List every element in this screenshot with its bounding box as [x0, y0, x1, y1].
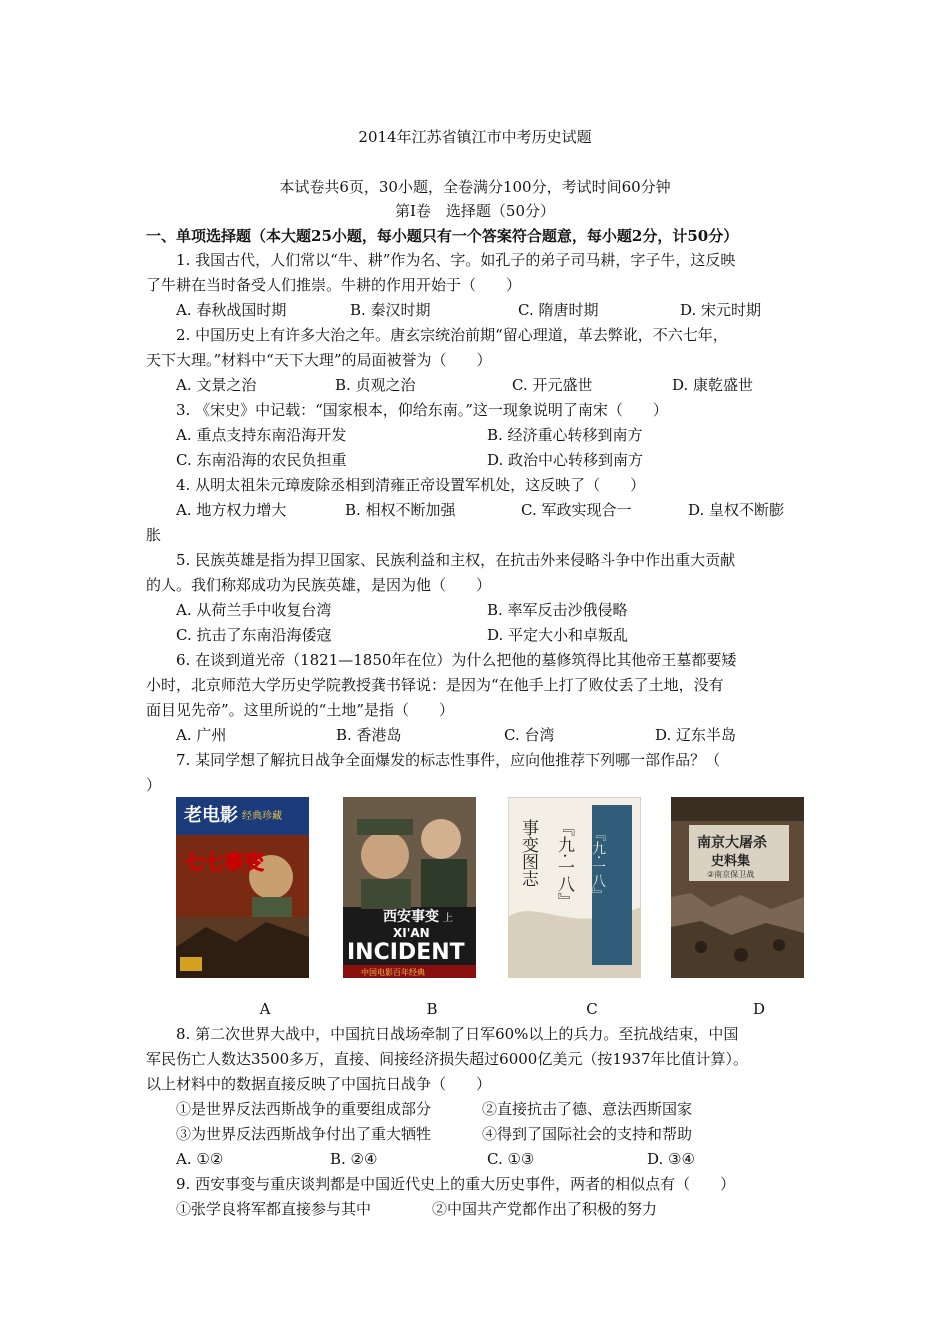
q8-statement-1: ①是世界反法西斯战争的重要组成部分	[176, 1100, 432, 1118]
q4-option-c: C. 军政实现合一	[521, 501, 632, 519]
q8-stem-2: 军民伤亡人数达3500多万，直接、间接经济损失超过6000亿美元（按1937年比值计算）。	[146, 1050, 749, 1068]
cover-label-b: B	[426, 1000, 438, 1018]
q4-stem-1: 4. 从明太祖朱元璋废除丞相到清雍正帝设置军机处，这反映了（ ）	[176, 476, 646, 494]
q2-stem-1: 2. 中国历史上有许多大治之年。唐玄宗统治前期“留心理道，革去弊讹，不六七年，	[176, 326, 728, 344]
cover-d-t2: 史料集	[711, 854, 751, 869]
q2-option-b: B. 贞观之治	[335, 376, 416, 394]
q9-stem-1: 9. 西安事变与重庆谈判都是中国近代史上的重大历史事件，两者的相似点有（ ）	[176, 1175, 736, 1193]
cover-b-foot: 中国电影百年经典	[361, 968, 425, 977]
q5-option-b: B. 率军反击沙俄侵略	[487, 601, 628, 619]
cover-d-t3: ②南京保卫战	[707, 870, 755, 879]
q4-option-a: A. 地方权力增大	[176, 501, 287, 519]
cover-c-brush-text: 『九·一八』	[590, 827, 606, 902]
q3-option-d: D. 政治中心转移到南方	[487, 451, 644, 469]
q5-stem-1: 5. 民族英雄是指为捍卫国家、民族利益和主权，在抗击外来侵略斗争中作出重大贡献	[176, 551, 736, 569]
cover-label-c: C	[586, 1000, 598, 1018]
q9-statement-1: ①张学良将军都直接参与其中	[176, 1200, 372, 1218]
q7-stem-1: 7. 某同学想了解抗日战争全面爆发的标志性事件，应向他推荐下列哪一部作品？（	[176, 751, 721, 769]
cover-a-sub: 经典珍藏	[242, 811, 282, 822]
q8-option-d: D. ③④	[647, 1150, 695, 1168]
q5-option-d: D. 平定大小和卓叛乱	[487, 626, 629, 644]
cover-d-image	[671, 797, 804, 978]
q1-option-d: D. 宋元时期	[680, 301, 762, 319]
cover-c-image	[508, 797, 641, 978]
q8-option-b: B. ②④	[330, 1150, 378, 1168]
cover-b-en1: XI'AN	[393, 926, 430, 940]
q2-option-a: A. 文景之治	[176, 376, 257, 394]
section-heading: 一、单项选择题（本大题25小题，每小题只有一个答案符合题意，每小题2分，计50分）	[146, 227, 739, 245]
q6-stem-2: 小时，北京师范大学历史学院教授龚书铎说：是因为“在他手上打了败仗丢了土地，没有	[146, 676, 724, 694]
q9-statement-2: ②中国共产党都作出了积极的努力	[432, 1200, 658, 1218]
q3-option-c: C. 东南沿海的农民负担重	[176, 451, 347, 469]
cover-b-image	[343, 797, 476, 978]
q4-option-b: B. 相权不断加强	[345, 501, 456, 519]
cover-a-top: 老电影	[184, 805, 238, 826]
q8-stem-1: 8. 第二次世界大战中，中国抗日战场牵制了日军60%以上的兵力。至抗战结束，中国	[176, 1025, 739, 1043]
q2-option-c: C. 开元盛世	[512, 376, 593, 394]
q8-option-a: A. ①②	[176, 1150, 224, 1168]
volume-heading: 第Ⅰ卷 选择题（50分）	[394, 202, 555, 220]
q8-statement-2: ②直接抗击了德、意法西斯国家	[482, 1100, 693, 1118]
q1-option-b: B. 秦汉时期	[350, 301, 431, 319]
cover-c-t1: 事变图志	[518, 819, 538, 887]
q2-stem-2: 天下大理。”材料中“天下大理”的局面被誉为（ ）	[146, 351, 492, 369]
q5-option-c: C. 抗击了东南沿海倭寇	[176, 626, 332, 644]
q6-option-d: D. 辽东半岛	[655, 726, 737, 744]
cover-label-a: A	[259, 1000, 271, 1018]
q8-statement-3: ③为世界反法西斯战争付出了重大牺牲	[176, 1125, 432, 1143]
q5-stem-2: 的人。我们称郑成功为民族英雄，是因为他（ ）	[146, 576, 492, 594]
q3-stem-1: 3. 《宋史》中记载：“国家根本，仰给东南。”这一现象说明了南宋（ ）	[176, 401, 668, 419]
q5-option-a: A. 从荷兰手中收复台湾	[176, 601, 332, 619]
q1-stem-2: 了牛耕在当时备受人们推崇。牛耕的作用开始于（ ）	[146, 276, 522, 294]
exam-info: 本试卷共6页，30小题，全卷满分100分，考试时间60分钟	[279, 178, 671, 196]
q2-option-d: D. 康乾盛世	[672, 376, 754, 394]
q8-option-c: C. ①③	[487, 1150, 535, 1168]
q6-option-c: C. 台湾	[504, 726, 555, 744]
q7-stem-2: ）	[146, 776, 162, 794]
q6-option-a: A. 广州	[176, 726, 227, 744]
cover-d-t1: 南京大屠杀	[697, 835, 767, 851]
q6-stem-1: 6. 在谈到道光帝（1821—1850年在位）为什么把他的墓修筑得比其他帝王墓都要矮	[176, 651, 737, 669]
q3-option-b: B. 经济重心转移到南方	[487, 426, 643, 444]
q1-stem-1: 1. 我国古代，人们常以“牛、耕”作为名、字。如孔子的弟子司马耕，字子牛，这反映	[176, 251, 736, 269]
q4-option-d-cont: 胀	[146, 526, 162, 544]
cover-b-part: 上	[443, 913, 453, 924]
q3-option-a: A. 重点支持东南沿海开发	[176, 426, 347, 444]
cover-b-main: 西安事变	[383, 909, 439, 925]
q8-statement-4: ④得到了国际社会的支持和帮助	[482, 1125, 693, 1143]
q6-option-b: B. 香港岛	[336, 726, 402, 744]
cover-label-d: D	[752, 1000, 766, 1018]
cover-a-image	[176, 797, 309, 978]
q1-option-c: C. 隋唐时期	[518, 301, 599, 319]
q4-option-d: D. 皇权不断膨	[688, 501, 785, 519]
exam-title: 2014年江苏省镇江市中考历史试题	[358, 128, 592, 146]
cover-c-t2: 『九·一八』	[554, 819, 574, 910]
q1-option-a: A. 春秋战国时期	[176, 301, 287, 319]
cover-b-en2: INCIDENT	[347, 940, 465, 965]
q6-stem-3: 面目见先帝”。这里所说的“土地”是指（ ）	[146, 701, 455, 719]
cover-a-main: 七七事变	[184, 850, 264, 874]
q8-stem-3: 以上材料中的数据直接反映了中国抗日战争（ ）	[146, 1075, 492, 1093]
